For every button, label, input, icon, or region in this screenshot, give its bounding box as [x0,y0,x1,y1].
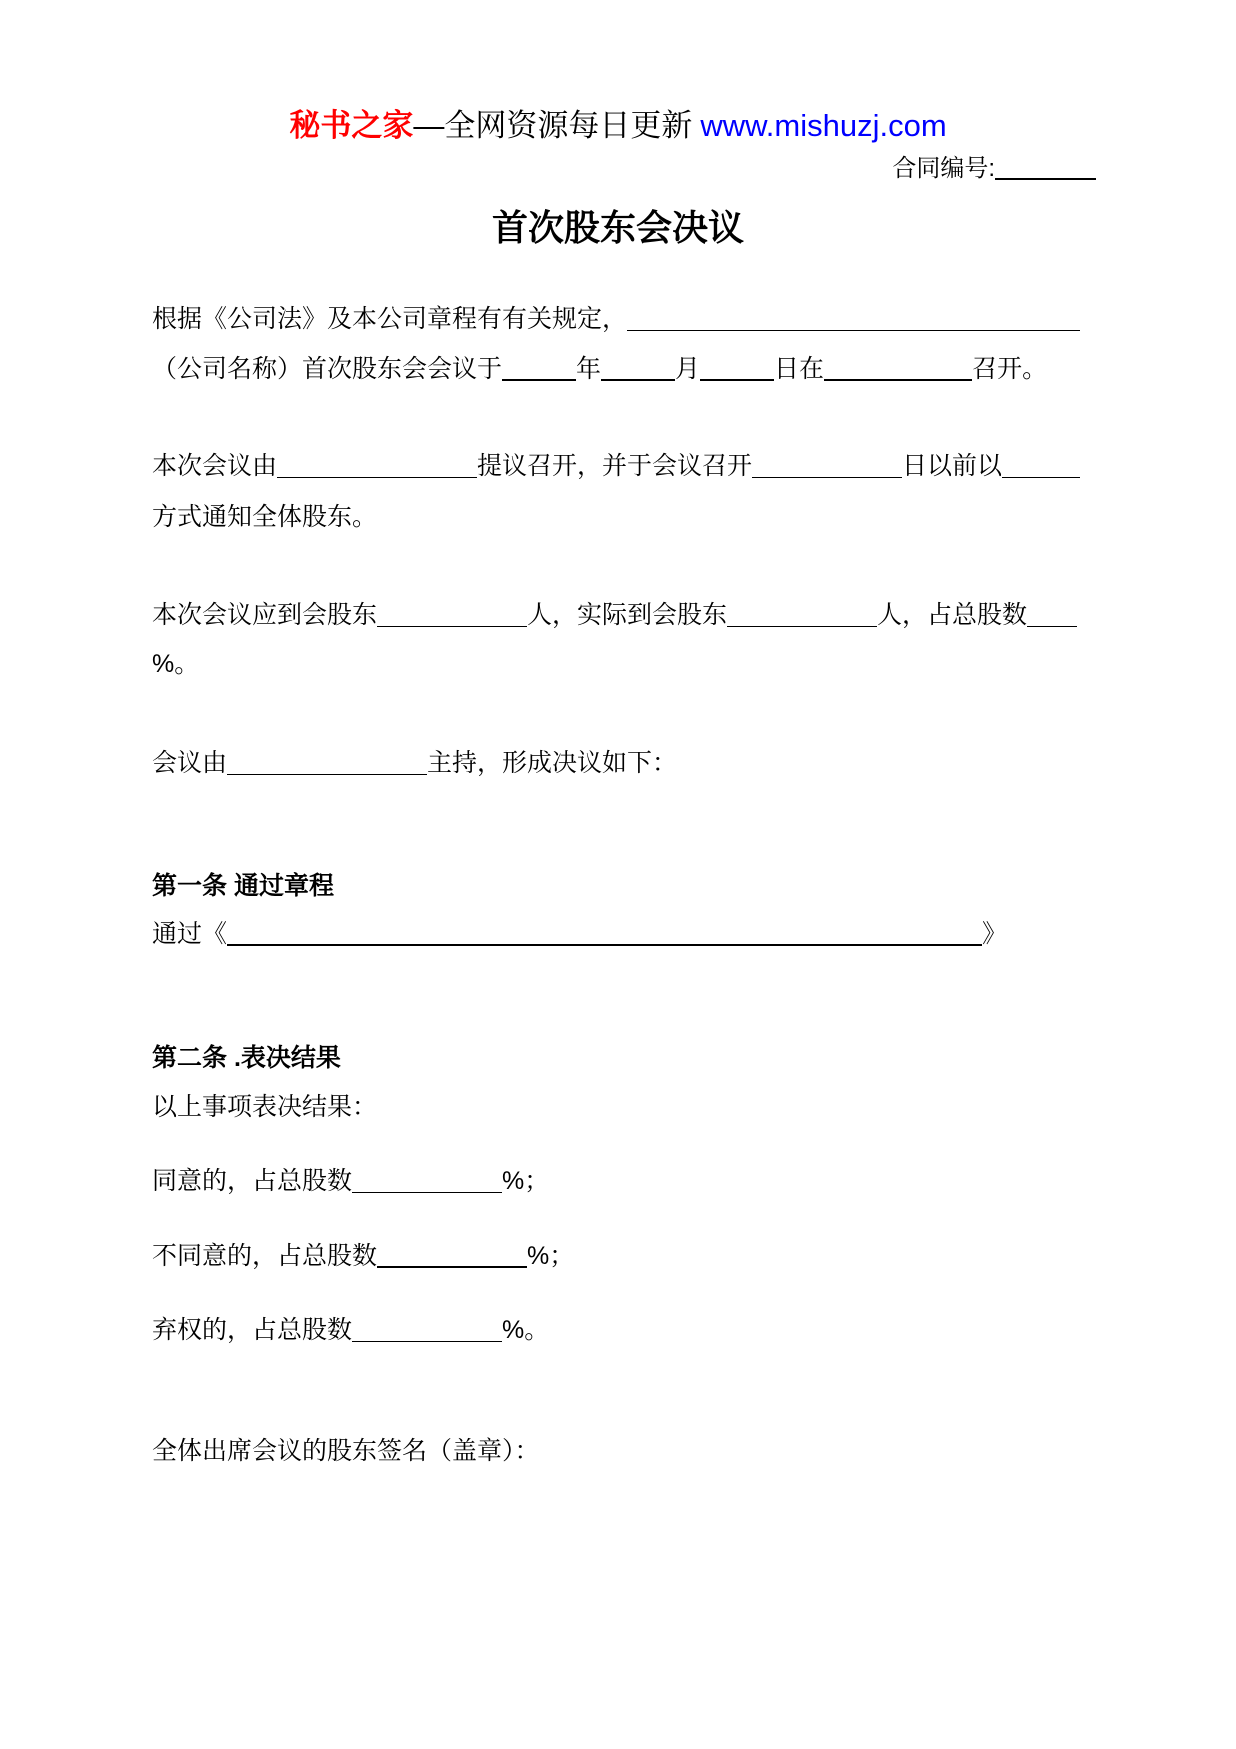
article-2-heading: 第二条 .表决结果 [152,1044,341,1072]
site-header [0,106,1236,146]
paragraph-text: 年 [576,355,602,383]
vote-agree-blank [352,1170,502,1193]
paragraph-text: 》 [982,920,1008,948]
contract-number-blank [995,156,1096,180]
share-percent-blank [1027,604,1077,627]
paragraph-text: 人，占总股数 [877,601,1028,629]
paragraph-2-line-1 [152,451,1080,481]
vote-suffix: %； [527,1242,575,1270]
vote-agree-line [152,1166,549,1196]
paragraph-text: 通过《 [152,920,228,948]
paragraph-text: 方式通知全体股东。 [152,503,378,531]
paragraph-text: %。 [152,650,200,678]
paragraph-text: 人，实际到会股东 [527,601,728,629]
contract-number-label: 合同编号: [892,155,995,182]
paragraph-4 [152,748,677,778]
paragraph-text: （公司名称）首次股东会会议于 [152,355,503,383]
vote-disagree-blank [377,1244,527,1268]
paragraph-text: 月 [675,355,701,383]
paragraph-text: 日在 [774,355,825,383]
articles-name-blank [227,922,982,946]
paragraph-1-line-1 [152,304,1080,334]
notice-method-blank [1002,455,1080,478]
paragraph-text: 根据《公司法》及本公司章程有有关规定， [152,305,628,333]
year-blank [502,357,576,381]
paragraph-3-line-2 [152,649,199,679]
vote-label: 不同意的，占总股数 [152,1242,378,1270]
notice-days-blank [752,455,902,478]
vote-suffix: %。 [502,1316,550,1344]
paragraph-text: 召开。 [972,355,1048,383]
vote-abstain-blank [352,1319,502,1342]
site-tagline: —全网资源每日更新 [413,108,693,143]
paragraph-1-line-2 [152,354,1047,384]
paragraph-text: 会议由 [152,749,228,777]
article-1-text [152,919,1007,949]
proposer-blank [277,455,477,478]
paragraph-text: 本次会议由 [152,452,278,480]
site-url: www.mishuzj.com [700,108,947,143]
chairperson-blank [227,752,427,775]
vote-label: 同意的，占总股数 [152,1167,353,1195]
day-blank [700,357,774,381]
month-blank [601,357,675,381]
vote-abstain-line [152,1315,549,1345]
paragraph-text: 日以前以 [902,452,1003,480]
location-blank [824,357,972,381]
contract-number [892,154,1096,184]
paragraph-text: 本次会议应到会股东 [152,601,378,629]
paragraph-text: 主持，形成决议如下： [427,749,678,777]
company-name-blank [627,308,1080,331]
paragraph-3-line-1 [152,600,1077,630]
document-title: 首次股东会决议 [491,207,744,248]
expected-shareholders-blank [377,604,527,627]
paragraph-text: 提议召开，并于会议召开 [477,452,753,480]
present-shareholders-blank [727,604,877,627]
article-1-heading: 第一条 通过章程 [152,872,334,900]
signature-label: 全体出席会议的股东签名（盖章）： [152,1437,540,1465]
paragraph-2-line-2 [152,502,377,532]
vote-disagree-line [152,1241,574,1271]
vote-label: 弃权的，占总股数 [152,1316,353,1344]
vote-suffix: %； [502,1167,550,1195]
article-2-intro: 以上事项表决结果： [152,1093,378,1121]
site-brand: 秘书之家 [289,108,414,143]
